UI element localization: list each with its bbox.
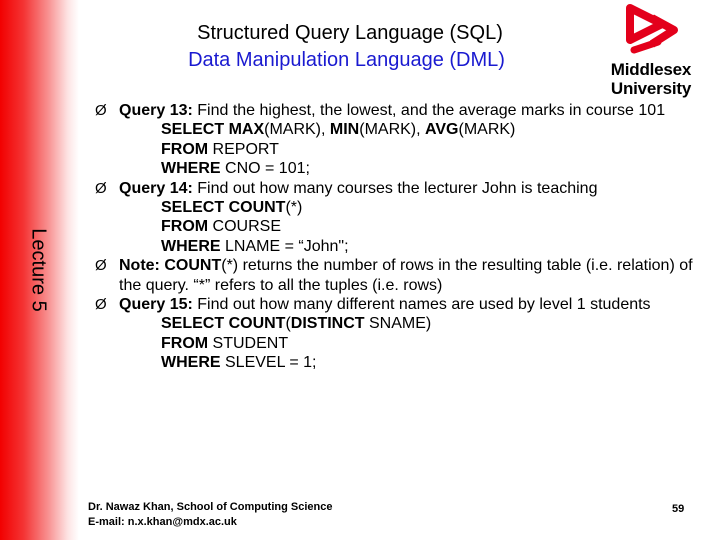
university-logo <box>608 4 694 100</box>
query-label: Query 15: <box>119 296 193 314</box>
sql-line: FROM COURSE <box>161 218 282 236</box>
note-label: Note: <box>119 257 160 275</box>
sql-line: FROM STUDENT <box>161 334 289 352</box>
sql-line: FROM REPORT <box>161 140 279 158</box>
query-label: Query 13: <box>119 102 193 119</box>
bullet-query-15 <box>95 295 695 314</box>
sql-line: WHERE LNAME = “John"; <box>161 237 349 255</box>
bullet-query-14 <box>95 179 695 198</box>
arrow-bullet-icon: Ø <box>95 102 107 119</box>
slide-subtitle: Data Manipulation Language (DML) <box>188 49 505 71</box>
query-label: Query 14: <box>119 179 193 197</box>
arrow-bullet-icon: Ø <box>95 296 107 314</box>
query-text: Find the highest, the lowest, and the average marks in course 101 <box>192 102 666 119</box>
logo-emblem-icon <box>616 4 686 60</box>
logo-text-line1: Middlesex <box>610 60 692 79</box>
sql-line: WHERE SLEVEL = 1; <box>161 354 317 372</box>
slide-title: Structured Query Language (SQL) <box>197 22 503 44</box>
bullet-query-13 <box>95 101 695 120</box>
arrow-bullet-icon: Ø <box>95 179 107 197</box>
logo-text-line2: University <box>610 79 692 98</box>
sql-line: SELECT COUNT(DISTINCT SNAME) <box>161 315 432 333</box>
footer-email: E-mail: n.x.khan@mdx.ac.uk <box>88 516 237 528</box>
arrow-bullet-icon: Ø <box>95 257 107 275</box>
footer <box>88 500 332 530</box>
query-text: Find out how many courses the lecturer John is teaching <box>192 179 598 197</box>
sql-line: SELECT MAX(MARK), MIN(MARK), AVG(MARK) <box>161 121 516 139</box>
note-text: (*) returns the number of rows in the resulting table (i.e. relation) of the query. “*” refers to all the tuples (i.e. rows) <box>119 257 693 294</box>
bullet-note <box>95 256 695 295</box>
page-number: 59 <box>672 503 685 515</box>
lecture-label: Lecture 5 <box>27 228 50 312</box>
query-text: Find out how many different names are used by level 1 students <box>192 296 651 314</box>
sql-line: WHERE CNO = 101; <box>161 160 310 178</box>
sql-line: SELECT COUNT(*) <box>161 199 303 217</box>
note-count: COUNT <box>164 257 222 275</box>
slide-content <box>95 101 695 373</box>
footer-author: Dr. Nawaz Khan, School of Computing Science <box>88 501 333 513</box>
